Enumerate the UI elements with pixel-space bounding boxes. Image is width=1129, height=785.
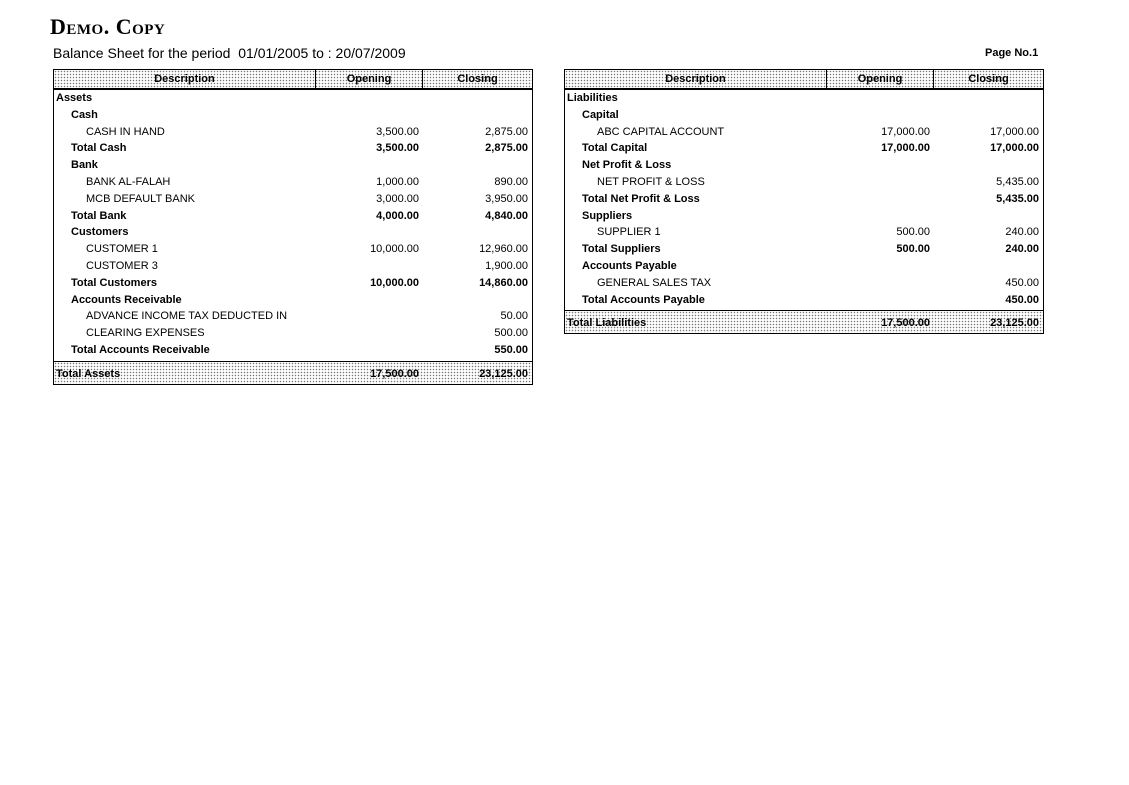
item-row (54, 191, 532, 208)
row-opening (827, 208, 934, 225)
row-opening (316, 292, 423, 309)
row-opening: 4,000.00 (376, 209, 419, 222)
row-opening (316, 107, 423, 124)
row-closing: 17,000.00 (990, 142, 1039, 155)
row-description: Capital (582, 108, 619, 121)
row-description: CUSTOMER 1 (86, 243, 158, 256)
row-description: Accounts Payable (582, 259, 677, 272)
row-opening: 3,000.00 (376, 192, 419, 205)
page-number: Page No.1 (985, 47, 1039, 59)
row-opening (827, 174, 934, 191)
row-opening: 17,000.00 (881, 125, 930, 138)
group-row (565, 157, 1043, 174)
section-label: Assets (56, 92, 93, 104)
row-opening: 10,000.00 (370, 243, 419, 256)
row-closing (423, 224, 532, 241)
section-row-liabilities (565, 90, 1043, 107)
grand-total-row-liabilities (565, 310, 1043, 333)
row-closing: 5,435.00 (996, 175, 1039, 188)
row-description: Total Accounts Receivable (71, 343, 210, 356)
grand-total-label: Total Assets (56, 367, 121, 380)
row-closing: 550.00 (494, 343, 528, 356)
row-description: Bank (71, 159, 98, 172)
section-label: Liabilities (567, 92, 618, 104)
row-opening (316, 342, 423, 359)
row-opening (316, 325, 423, 342)
row-opening (316, 157, 423, 174)
row-description: Accounts Receivable (71, 293, 182, 306)
group-row (565, 208, 1043, 225)
row-closing: 5,435.00 (996, 192, 1039, 205)
section-row-assets (54, 90, 532, 107)
row-closing (934, 258, 1043, 275)
row-description: Total Accounts Payable (582, 293, 705, 306)
row-description: ABC CAPITAL ACCOUNT (597, 125, 725, 138)
assets-table (53, 69, 533, 385)
grand-total-closing: 23,125.00 (990, 317, 1039, 330)
row-description: MCB DEFAULT BANK (86, 192, 196, 205)
row-description: Net Profit & Loss (582, 159, 672, 172)
item-row (565, 174, 1043, 191)
row-opening (827, 191, 934, 208)
grand-total-closing: 23,125.00 (479, 367, 528, 380)
total-row (54, 208, 532, 225)
row-closing: 240.00 (1005, 226, 1039, 239)
row-closing: 17,000.00 (990, 125, 1039, 138)
row-closing (934, 208, 1043, 225)
row-opening (827, 292, 934, 309)
item-row (565, 275, 1043, 292)
assets-table-header (54, 70, 532, 90)
row-description: Total Net Profit & Loss (582, 192, 700, 205)
row-opening (827, 157, 934, 174)
row-opening (316, 258, 423, 275)
row-opening: 3,500.00 (376, 142, 419, 155)
item-row (565, 224, 1043, 241)
item-row (565, 124, 1043, 141)
total-row (565, 191, 1043, 208)
row-description: Total Suppliers (582, 243, 661, 256)
column-header-closing: Closing (968, 73, 1009, 85)
grand-total-opening: 17,500.00 (881, 317, 930, 330)
row-closing (423, 292, 532, 309)
column-header-closing: Closing (457, 73, 498, 85)
row-closing: 12,960.00 (479, 243, 528, 256)
row-description: CASH IN HAND (86, 125, 165, 138)
liabilities-table-header (565, 70, 1043, 90)
item-row (54, 325, 532, 342)
row-opening (316, 308, 423, 325)
row-description: Total Capital (582, 142, 648, 155)
row-opening: 500.00 (896, 226, 930, 239)
row-closing: 450.00 (1005, 276, 1039, 289)
row-opening: 3,500.00 (376, 125, 419, 138)
row-closing (423, 107, 532, 124)
assets-rows (54, 107, 532, 359)
demo-copy-label: Demo. Copy (50, 14, 166, 39)
item-row (54, 174, 532, 191)
row-opening: 500.00 (896, 243, 930, 256)
row-description: Total Cash (71, 142, 127, 155)
row-closing: 3,950.00 (485, 192, 528, 205)
row-opening (316, 224, 423, 241)
row-description: ADVANCE INCOME TAX DEDUCTED IN (86, 310, 288, 323)
total-row (54, 342, 532, 359)
row-description: Total Bank (71, 209, 127, 222)
liabilities-rows (565, 107, 1043, 309)
item-row (54, 258, 532, 275)
total-row (565, 140, 1043, 157)
group-row (54, 292, 532, 309)
row-description: Cash (71, 108, 98, 121)
row-description: BANK AL-FALAH (86, 175, 171, 188)
item-row (54, 308, 532, 325)
row-closing (423, 157, 532, 174)
column-header-opening: Opening (827, 70, 934, 88)
row-closing: 890.00 (494, 175, 528, 188)
group-row (54, 107, 532, 124)
row-description: SUPPLIER 1 (597, 226, 661, 239)
group-row (565, 107, 1043, 124)
row-description: GENERAL SALES TAX (597, 276, 712, 289)
grand-total-opening: 17,500.00 (370, 367, 419, 380)
grand-total-label: Total Liabilities (567, 317, 647, 330)
row-description: Suppliers (582, 209, 633, 222)
column-header-description: Description (565, 70, 827, 88)
item-row (54, 124, 532, 141)
row-opening (827, 107, 934, 124)
row-opening (827, 275, 934, 292)
row-closing: 450.00 (1005, 293, 1039, 306)
total-row (565, 241, 1043, 258)
row-closing: 2,875.00 (485, 125, 528, 138)
row-closing: 4,840.00 (485, 209, 528, 222)
row-closing: 240.00 (1005, 243, 1039, 256)
row-closing (934, 107, 1043, 124)
group-row (565, 258, 1043, 275)
row-opening: 17,000.00 (881, 142, 930, 155)
total-row (54, 140, 532, 157)
total-row (565, 292, 1043, 309)
report-title: Balance Sheet for the period 01/01/2005 to : 20/07/2009 (53, 45, 406, 61)
grand-total-row-assets (54, 361, 532, 384)
row-description: NET PROFIT & LOSS (597, 175, 705, 188)
row-closing (934, 157, 1043, 174)
column-header-description: Description (54, 70, 316, 88)
item-row (54, 241, 532, 258)
column-header-opening: Opening (316, 70, 423, 88)
row-closing: 50.00 (500, 310, 528, 323)
row-closing: 14,860.00 (479, 276, 528, 289)
row-description: CUSTOMER 3 (86, 259, 158, 272)
row-closing: 1,900.00 (485, 259, 528, 272)
row-description: Customers (71, 226, 129, 239)
row-opening: 10,000.00 (370, 276, 419, 289)
group-row (54, 157, 532, 174)
row-opening: 1,000.00 (376, 175, 419, 188)
liabilities-table (564, 69, 1044, 334)
total-row (54, 275, 532, 292)
group-row (54, 224, 532, 241)
row-description: Total Customers (71, 276, 157, 289)
row-opening (827, 258, 934, 275)
row-closing: 500.00 (494, 327, 528, 340)
row-closing: 2,875.00 (485, 142, 528, 155)
row-description: CLEARING EXPENSES (86, 327, 205, 340)
